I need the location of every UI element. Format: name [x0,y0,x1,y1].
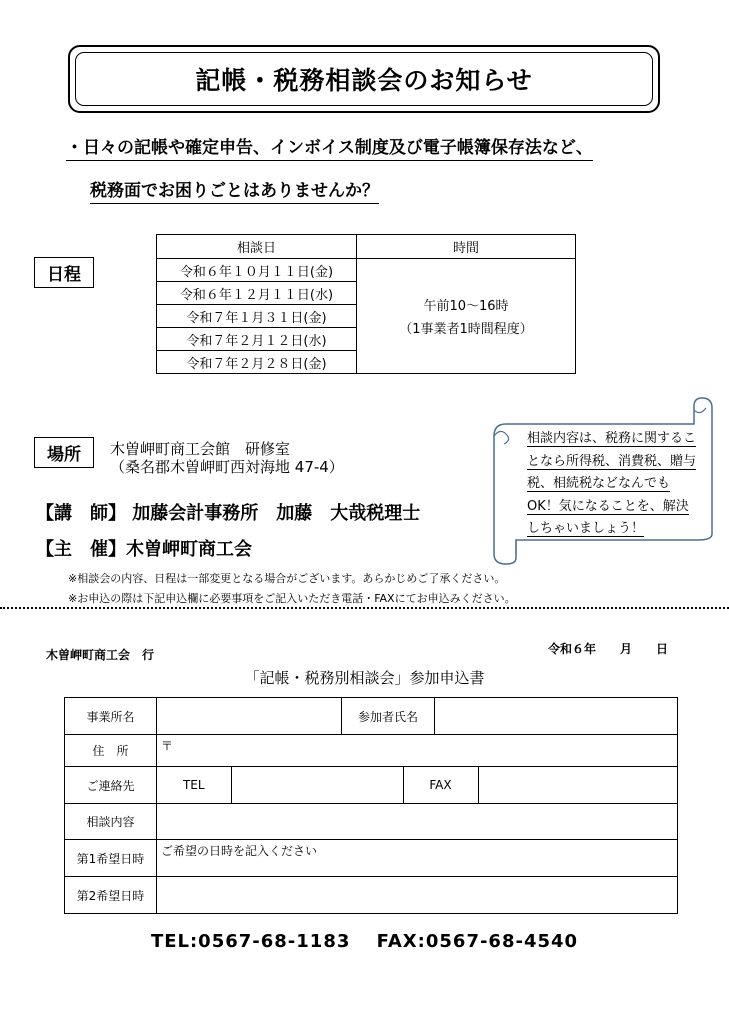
fax-label: FAX [403,767,478,803]
schedule-date: 令和７年１月３１日(金) [157,305,357,328]
callout-text [527,428,702,541]
office-field[interactable] [157,698,342,735]
form-date: 令和６年 月 日 [548,642,669,656]
note-1: ※相談会の内容、日程は一部変更となる場合がございます。あらかじめご了承ください。 [68,572,506,585]
schedule-header-date: 相談日 [157,235,357,259]
place-address: （桑名郡木曽岬町西対海地 47-4） [110,458,344,476]
form-addressee: 木曽岬町商工会 行 [46,648,155,662]
note-2: ※お申込の際は下記申込欄に必要事項をご記入いただき電話・FAXにてお申込みください。 [68,592,516,605]
schedule-tag: 日程 [34,257,94,288]
cut-line [0,607,729,609]
schedule-date: 令和７年２月１２日(水) [157,328,357,351]
page-title: 記帳・税務相談会のお知らせ [75,52,653,106]
office-label: 事業所名 [65,698,157,735]
callout-line-3: 税、相続税などなんでも [527,476,671,491]
address-field[interactable] [157,735,678,767]
intro-line-1: ・日々の記帳や確定申告、インボイス制度及び電子帳簿保存法など、 [66,133,593,161]
schedule-date: 令和７年２月２８日(金) [157,351,357,374]
tel-field[interactable] [231,767,403,803]
tel-label: TEL [157,767,231,803]
schedule-table [156,234,576,374]
host: 【主 催】木曽岬町商工会 [36,539,252,560]
participant-label: 参加者氏名 [342,698,435,735]
pref1-hint: ご希望の日時を記入ください [161,844,318,858]
contact-numbers: TEL:0567-68-1183 FAX:0567-68-4540 [150,931,579,952]
title-frame [68,45,660,113]
contact-row [157,767,678,804]
form-title: 「記帳・税務別相談会」参加申込書 [244,669,485,687]
lecturer: 【講 師】 加藤会計事務所 加藤 大哉税理士 [36,503,421,524]
place-name: 木曽岬町商工会館 研修室 [110,440,291,458]
contact-label: ご連絡先 [65,767,157,804]
intro-line-2: 税務面でお困りごとはありませんか？ [90,176,379,204]
schedule-time-line1: 午前10～16時 [423,299,509,314]
schedule-time [357,259,576,374]
schedule-time-line2: （1事業者1時間程度） [399,322,533,337]
content-label: 相談内容 [65,804,157,840]
pref1-field[interactable] [157,840,678,877]
schedule-date: 令和６年１０月１１日(金) [157,259,357,282]
callout-line-4: OK！気になることを、解決 [527,498,689,514]
fax-field[interactable] [478,767,677,803]
postal-mark: 〒 [161,739,174,753]
callout-line-2: となら所得税、消費税、贈与 [527,453,697,469]
pref2-field[interactable] [157,877,678,914]
schedule-date: 令和６年１２月１１日(水) [157,282,357,305]
pref2-label: 第2希望日時 [65,877,157,914]
participant-field[interactable] [435,698,678,735]
schedule-header-time: 時間 [357,235,576,259]
address-label: 住 所 [65,735,157,767]
callout-line-5: しちゃいましょう！ [527,521,645,536]
content-field[interactable] [157,804,678,840]
callout-line-1: 相談内容は、税務に関するこ [527,431,697,446]
place-tag: 場所 [34,437,94,468]
application-form [64,697,678,914]
pref1-label: 第1希望日時 [65,840,157,877]
